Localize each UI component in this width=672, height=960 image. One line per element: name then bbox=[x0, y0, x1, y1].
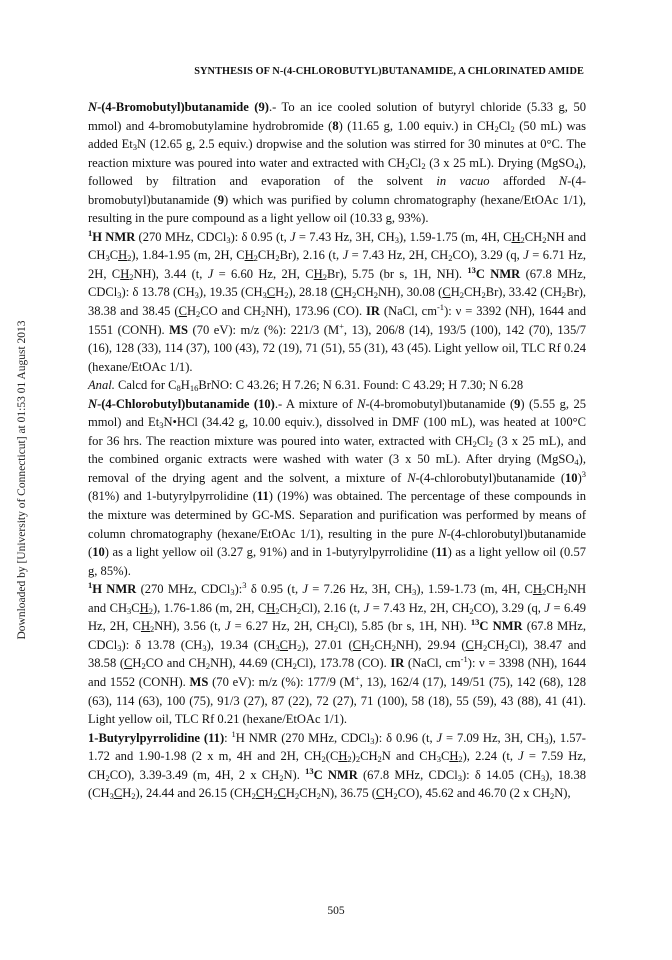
body-text bbox=[88, 98, 586, 803]
paragraph-compound-9-analysis: Anal. Calcd for $C_8H_{16}BrNO$: C 43.26; H 7.26; N 6.31. Found: C 43.29; H 7.30; N 6.28 bbox=[88, 378, 524, 394]
paragraph-compound-9-synthesis: N-(4-Bromobutyl)butanamide (9).- To an ice cooled solution of butyryl chloride (5.33 g, 50 mmol) and 4-bromobutylamine hydrobromide (8) (11.65 g, 1.00 equiv.) in $CH_2Cl_2$ (50 mL) was added $Et_3N$ (12.65 g, 2.5 equiv.) dropwise and the solution was stirred for 30 minutes at 0°C. The reaction mixture was poured into water and extracted with $CH_2Cl_2$ (3 x 25 mL). Drying (MgSO$_4$), followed by filtration and evaporation of the solvent in vacuo afforded N-(4-bromobutyl)butanamide (9) which was purified by column chromatography (hexane/EtOAc 1/1), resulting in the pure compound as a light yellow oil (10.33 g, 93%). bbox=[88, 100, 587, 226]
download-watermark: Downloaded by [University of Connecticut] at 01:53 01 August 2013 bbox=[16, 320, 28, 640]
page-number: 505 bbox=[327, 905, 345, 917]
paragraph-compound-10-synthesis: N-(4-Chlorobutyl)butanamide (10).- A mixture of N-(4-bromobutyl)butanamide (9) (5.55 g, 25 mmol) and $Et_3N•HCl$ (34.42 g, 10.00 equiv.), dissolved in DMF (100 mL), was heated at 100°C for 36 hrs. The reaction mixture was poured into water, extracted with $CH_2Cl_2$ (3 x 25 mL), and the combined organic extracts were washed with water (3 x 50 mL). After drying (MgSO$_4$), removal of the drying agent and the solvent, a mixture of N-(4-chlorobutyl)butanamide $(10)^3$ (81%) and 1-butyrylpyrrolidine (11) (19%) was obtained. The percentage of these compounds in the mixture was determined by GC-MS. Separation and purification was performed by means of column chromatography (hexane/EtOAc 1/1), resulting in the pure N-(4-chlorobutyl)butanamide (10) as a light yellow oil (3.27 g, 91%) and in 1-butyrylpyrrolidine (11) as a light yellow oil (0.57 g, 85%). bbox=[88, 396, 586, 578]
paragraph-compound-11-data: 1-Butyrylpyrrolidine (11): $^1$H NMR (270 MHz, CDCl$_3$): δ 0.96 (t, J = 7.09 Hz, 3H, $CH_3$), 1.57-1.72 and 1.90-1.98 (2 x m, 4H and 2H, $CH_2(CH_2)_2CH_2N$ and $CH_3CH_2$), 2.24 (t, J = 7.59 Hz, $CH_2CO$), 3.39-3.49 (m, 4H, 2 x $CH_2N$). $^{13}$C NMR (67.8 MHz, CDCl$_3$): δ 14.05 $(CH_3)$, 18.38 $(CH_3CH_2)$, 24.44 and 26.15 $(CH_2CH_2CH_2CH_2N)$, 36.75 $(CH_2CO)$, 45.62 and 46.70 (2 x $CH_2N$), bbox=[88, 728, 587, 802]
paragraph-compound-9-data: $^1$H NMR (270 MHz, CDCl$_3$): δ 0.95 (t, J = 7.43 Hz, 3H, $CH_3$), 1.59-1.75 (m, 4H, $CH_2CH_2NH$ and $CH_3CH_2$), 1.84-1.95 (m, 2H, $CH_2CH_2Br$), 2.16 (t, J = 7.43 Hz, 2H, $CH_2CO$), 3.29 (q, J = 6.71 Hz, 2H, $CH_2NH$), 3.44 (t, J = 6.60 Hz, 2H, $CH_2Br$), 5.75 (br s, 1H, NH). $^{13}$C NMR (67.8 MHz, CDCl$_3$): δ 13.78 $(CH_3)$, 19.35 $(CH_3CH_2)$, 28.18 $(CH_2CH_2NH)$, 30.08 $(CH_2CH_2Br)$, 33.42 $(CH_2Br)$, 38.38 and 38.45 ($CH_2CO$ and $CH_2NH$), 173.96 (CO). IR (NaCl, $cm^{-1}$): ν = 3392 (NH), 1644 and 1551 (CONH). MS (70 eV): m/z (%): 221/3 (M+, 13), 206/8 (14), 193/5 (100), 142 (70), 135/7 (16), 128 (33), 114 (37), 100 (43), 72 (19), 71 (51), 55 (31), 43 (45). Light yellow oil, TLC Rf 0.24 (hexane/EtOAc 1/1). bbox=[88, 227, 587, 374]
paragraph-compound-10-data: $^1$H NMR (270 MHz, CDCl$_3$):$^3$ δ 0.95 (t, J = 7.26 Hz, 3H, $CH_3$), 1.59-1.73 (m, 4H, $CH_2CH_2NH$ and $CH_3CH_2$), 1.76-1.86 (m, 2H, $CH_2CH_2Cl$), 2.16 (t, J = 7.43 Hz, 2H, $CH_2CO$), 3.29 (q, J = 6.49 Hz, 2H, $CH_2NH$), 3.56 (t, J = 6.27 Hz, 2H, $CH_2Cl$), 5.85 (br s, 1H, NH). $^{13}$C NMR (67.8 MHz, CDCl$_3$): δ 13.78 $(CH_3)$, 19.34 $(CH_3CH_2)$, 27.01 $(CH_2CH_2NH)$, 29.94 $(CH_2CH_2Cl)$, 38.47 and 38.58 ($CH_2CO$ and $CH_2NH$), 44.69 $(CH_2Cl)$, 173.78 (CO). IR (NaCl, $cm^{-1}$): ν = 3398 (NH), 1644 and 1552 (CONH). MS (70 eV): m/z (%): 177/9 (M+, 13), 162/4 (17), 149/51 (75), 142 (68), 128 (63), 114 (63), 100 (75), 91/3 (27), 87 (22), 72 (27), 71 (100), 58 (18), 55 (59), 43 (88), 41 (41). Light yellow oil, TLC Rf 0.21 (hexane/EtOAc 1/1). bbox=[88, 580, 587, 727]
running-head: SYNTHESIS OF N-(4-CHLOROBUTYL)BUTANAMIDE, A CHLORINATED AMIDE bbox=[194, 66, 584, 77]
